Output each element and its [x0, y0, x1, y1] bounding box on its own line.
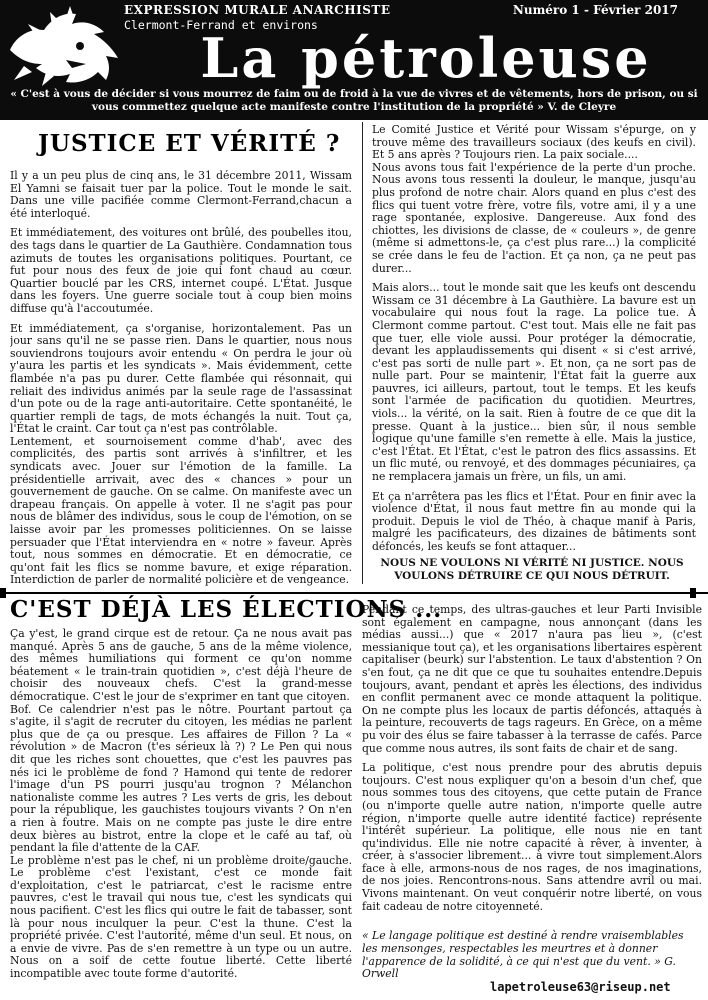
newspaper-title: La pétroleuse — [200, 26, 652, 90]
paragraph: Pendant ce temps, des ultras-gauches et leur Parti Invisible sont également en campagne, nous annonçant (dans les médias aussi...) que « 2017 n'aura pas lieu », (c'est messianique tout ça), et les organisations libertaires espèrent capitaliser (beurk) sur l'abstention. Le taux d'abstention ? On s'en fout, ça ne dit que ce que tu souhaites entendre.Depuis toujours, avant, pendant et après les élections, des individus en conflit permanent avec ce monde attaquent la politique. On ne compte plus les locaux de partis défoncés, attaqués à la peinture, recouverts de tags rageurs. En Grèce, on a même pu voir des élus se faire tabasser à la terrasse de cafés. Parce que comme nous autres, ils sont faits de chair et de sang. — [362, 604, 702, 755]
kicker-title: EXPRESSION MURALE ANARCHISTE — [124, 3, 391, 17]
paragraph: Nous avons tous fait l'expérience de la perte d'un proche. Nous avons tous ressenti la douleur, le manque, jusqu'au plus profond de notre chair. Alors quand en plus c'est des flics qui tuent votre frère, votre fils, votre ami, il y a une rage spontanée, explosive. Dangereuse. Aux fond des chiottes, les divisions de classe, de « couleurs », de genre (même si admettons-le, ça c'est plus rare...) la complicité se crée dans le feu de l'action. Et ça non, ça ne peut pas durer... — [372, 160, 696, 275]
contact-email[interactable]: lapetroleuse63@riseup.net — [490, 980, 671, 994]
paragraph: Ça y'est, le grand cirque est de retour. Ça ne nous avait pas manqué. Après 5 ans de gauche, 5 ans de la même violence, des mêmes humiliations qui forment ce qu'on nomme béatement « le train-train quotidien », c'est déjà l'heure de choisir des nouveaux chefs. C'est la grand-messe démocratique. C'est le jour de s'exprimer en tant que citoyen. — [10, 628, 352, 703]
pull-quote: NOUS NE VOULONS NI VÉRITÉ NI JUSTICE. NOUS VOULONS DÉTRUIRE CE QUI NOUS DÉTRUIT. — [380, 557, 684, 582]
paragraph: La politique, c'est nous prendre pour des abrutis depuis toujours. C'est nous expliquer qu'on a besoin d'un chef, que nous sommes tous des citoyens, que cette putain de France (ou n'importe quelle autre nation, n'importe quelle autre région, n'importe quelle autre identité factice) représente l'intérêt supérieur. La politique, elle nous nie en tant qu'individus. Elle nie notre capacité à rêver, à inventer, à créer, à s'associer librement... à vivre tout simplement.Alors face à elle, armons-nous de nos rages, de nos imaginations, de nos joies. Rencontrons-nous. Sans attendre avril ou mai. Vivons maintenant. On veut conquérir notre liberté, on vous fait cadeau de notre citoyenneté. — [362, 761, 702, 913]
paragraph: Le problème n'est pas le chef, ni un problème droite/gauche. Le problème c'est l'existant, c'est ce monde fait d'exploitation, c'est le patriarcat, c'est le racisme entre pauvres, c'est le travail qui nous tue, c'est les syndicats qui nous pacifient. C'est les flics qui outre le fait de tabasser, sont là pour nous inculquer la peur. C'est la thune. C'est la propriété privée. C'est l'autorité, même d'un seul. Et nous, on a envie de vivre. Pas de s'en remettre à un type ou un autre. Nous on a soif de cette foutue liberté. Cette liberté incompatible avec toute forme d'autorité. — [10, 853, 352, 981]
article1-left-column — [10, 170, 352, 588]
issue-number: Numéro 1 - Février 2017 — [512, 3, 678, 17]
section-divider — [0, 592, 708, 594]
column-divider — [362, 122, 363, 584]
article2-right-column — [362, 604, 702, 926]
kicker-location: Clermont-Ferrand et environs — [124, 18, 318, 32]
article2-left-column — [10, 628, 352, 996]
dragon-logo-icon — [6, 6, 124, 86]
orwell-quote: « Le langage politique est destiné à rendre vraisemblables les mensonges, respectables les meurtres et à donner l'apparence de la solidité, à ce qui n'est que du vent. » G. Orwell — [362, 929, 684, 981]
paragraph: Et ça n'arrêtera pas les flics et l'État. Pour en finir avec la violence d'État, il nous faut mettre fin au monde qui la produit. Depuis le viol de Théo, à chaque manif à Paris, malgré les pacificateurs, des dizaines de bâtiments sont défoncés, les keufs se font attaquer... — [372, 489, 696, 553]
masthead — [0, 0, 708, 120]
divider-end-left — [0, 588, 6, 598]
article1-right-column — [372, 124, 696, 556]
article-heading-justice: JUSTICE ET VÉRITÉ ? — [38, 130, 341, 157]
epigraph: « C'est à vous de décider si vous mourrez de faim ou de froid à la vue de vivres et de vêtements, hors de prison, ou si vous commettez quelque acte manifeste contre l'institution de la propriété » V. de Cleyre — [10, 88, 698, 113]
paragraph: Bof. Ce calendrier n'est pas le nôtre. Pourtant partout ça s'agite, il s'agit de recruter du citoyen, les médias ne parlent plus que de ça ou presque. Les affaires de Fillon ? La « révolution » de Macron (t'es sérieux là ?) ? Le Pen qui nous dit que les riches sont chouettes, que c'est les pauvres pas nés ici le problème de fond ? Hamond qui tente de redorer l'image d'un PS pourri jusqu'au trognon ? Mélanchon nationaliste comme les autres ? Les verts de gris, les debout pour la république, les gauchistes toujours vivants ? On n'en a rien à foutre. Mais on ne compte pas juste le dire entre deux bières au bistrot, entre la clope et le café au taf, où pendant la file d'attente de la CAF. — [10, 702, 352, 855]
paragraph: Et immédiatement, ça s'organise, horizontalement. Pas un jour sans qu'il ne se passe rien. Dans le quartier, nous nous souviendrons toujours avoir entendu « On perdra le jour où y'aura les partis et les syndicats ». Mais évidemment, cette flambée n'a pas pu durer. Cette flambée qui résonnait, qui reliait des individus animés par la seule rage de l'assassinat d'un pote ou de la rage anti-autoritaire. Cette spontanéité, le quartier rempli de tags, de mots échangés la nuit. Tout ça, l'État le craint. Car tout ça n'est pas contrôlable. — [10, 321, 352, 436]
paragraph: Le Comité Justice et Vérité pour Wissam s'épurge, on y trouve même des travailleurs sociaux (des keufs en civil). Et 5 ans après ? Toujours rien. La paix sociale.... — [372, 124, 696, 162]
article-heading-elections: C'EST DÉJÀ LES ÉLECTIONS ... — [10, 596, 443, 623]
paragraph: Et immédiatement, des voitures ont brûlé, des poubelles itou, des tags dans le quartier de La Gauthière. Condamnation tous azimuts de toutes les organisations politiques. Pourtant, ce fut pour nous des feux de joie qui font chaud au cœur. Quartier bouclé par les CRS, internet coupé. L'État. Jusque dans les foyers. Une guerre sociale tout à coup bien moins diffuse qu'à l'accoutumée. — [10, 226, 352, 315]
paragraph: Il y a un peu plus de cinq ans, le 31 décembre 2011, Wissam El Yamni se faisait tuer par la police. Tout le monde le sait. Dans une ville pacifiée comme Clermont-Ferrand,chacun a été interloqué. — [10, 170, 352, 220]
divider-end-right — [690, 588, 696, 598]
paragraph: Mais alors... tout le monde sait que les keufs ont descendu Wissam ce 31 décembre à La Gauthière. La bavure est un vocabulaire qui nous fout la rage. La police tue. À Clermont comme partout. C'est tout. Mais elle ne fait pas que tuer, elle viole aussi. Pour protéger la démocratie, devant les applaudissements qui disent « si c'est arrivé, c'est pas sorti de nulle part ». Et non, ça ne sort pas de nulle part. Pour se maintenir, l'État fait la guerre aux pauvres, ici ailleurs, partout, tout le temps. Et les keufs sont l'armée de pacification du quotidien. Meurtres, viols... la vérité, on la sait. Rien à foutre de ce que dit la presse. Quant à la justice... bien sûr, il nous semble logique qu'une famille s'en remette à elle. Mais la justice, c'est l'État. Et l'État, c'est le patron des flics assassins. Et un flic muté, ou renvoyé, et des dommages pécuniaires, ça ne remplacera jamais un frère, un fils, un ami. — [372, 281, 696, 484]
paragraph: Lentement, et sournoisement comme d'hab', avec des complicités, des partis sont arrivés à s'infiltrer, et les syndicats avec. Jouer sur l'émotion de la famille. La présidentielle arrivait, avec des « chances » pour un gouvernement de gauche. On se calme. On manifeste avec un drapeau français. On appelle à voter. Il ne s'agit pas pour nous de blâmer des individus, sous le coup de l'émotion, on se laisse avoir par les promesses politiciennes. On se laisse persuader que l'État interviendra en « notre » faveur. Après tout, nous sommes en démocratie. Et en démocratie, ce qu'ont fait les flics se nomme bavure, et exige réparation. Interdiction de parler de normalité policière et de vengeance. — [10, 434, 352, 587]
